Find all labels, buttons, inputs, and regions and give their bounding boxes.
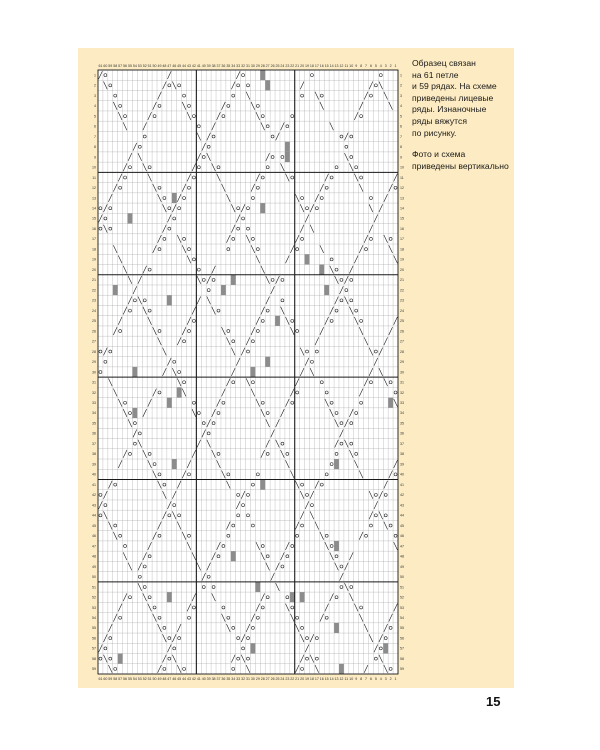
stitch-number-label: 23 xyxy=(285,677,290,681)
row-number-label: 19 xyxy=(400,257,404,262)
stitch-number-label: 36 xyxy=(221,64,226,68)
stitch-number-label: 30 xyxy=(250,64,255,68)
stitch-number-label: 26 xyxy=(270,677,275,681)
stitch-number-label: 20 xyxy=(300,677,305,681)
row-number-label: 21 xyxy=(400,278,404,283)
stitch-number-label: 55 xyxy=(127,677,132,681)
stitch-number-label: 2 xyxy=(389,677,392,681)
no-stitch-cell xyxy=(231,275,236,285)
stitch-number-label: 26 xyxy=(270,64,275,68)
stitch-number-label: 6 xyxy=(369,64,372,68)
stitch-number-label: 60 xyxy=(103,677,108,681)
row-number-label: 42 xyxy=(400,493,404,498)
stitch-number-label: 33 xyxy=(236,64,241,68)
no-stitch-cell xyxy=(285,152,290,162)
stitch-number-label: 41 xyxy=(196,64,201,68)
stitch-number-label: 22 xyxy=(290,64,295,68)
no-stitch-cell xyxy=(319,265,324,275)
stitch-number-label: 55 xyxy=(127,64,132,68)
row-number-label: 45 xyxy=(92,523,96,528)
row-number-label: 59 xyxy=(400,667,404,672)
row-number-label: 49 xyxy=(92,564,96,569)
row-number-label: 33 xyxy=(400,401,404,406)
row-number-label: 30 xyxy=(400,370,404,375)
row-number-label: 51 xyxy=(92,585,96,590)
row-number-label: 29 xyxy=(400,360,404,365)
stitch-number-label: 9 xyxy=(355,677,358,681)
stitch-number-label: 24 xyxy=(280,677,285,681)
stitch-number-label: 42 xyxy=(191,677,196,681)
stitch-number-label: 34 xyxy=(231,64,236,68)
stitch-number-label: 38 xyxy=(211,677,216,681)
row-number-label: 51 xyxy=(400,585,404,590)
row-number-label: 2 xyxy=(94,83,96,88)
stitch-number-label: 46 xyxy=(172,64,177,68)
stitch-number-label: 19 xyxy=(305,64,310,68)
no-stitch-cell xyxy=(300,592,305,602)
stitch-number-label: 16 xyxy=(319,64,324,68)
row-number-label: 39 xyxy=(92,462,96,467)
no-stitch-cell xyxy=(265,357,270,367)
row-number-label: 20 xyxy=(92,267,96,272)
row-number-label: 14 xyxy=(400,206,404,211)
stitch-number-label: 25 xyxy=(275,677,280,681)
stitch-number-label: 31 xyxy=(246,64,250,68)
stitch-number-label: 52 xyxy=(142,677,147,681)
stitch-number-label: 53 xyxy=(137,677,142,681)
no-stitch-cell xyxy=(388,398,393,408)
row-number-label: 53 xyxy=(400,605,404,610)
stitch-number-label: 4 xyxy=(379,677,382,681)
stitch-number-label: 43 xyxy=(186,677,191,681)
row-number-label: 34 xyxy=(92,411,96,416)
no-stitch-cell xyxy=(167,398,172,408)
photo-orientation-note xyxy=(412,149,512,172)
stitch-number-label: 44 xyxy=(182,64,187,68)
row-number-label: 46 xyxy=(92,534,96,539)
stitch-number-label: 12 xyxy=(339,64,344,68)
note-line: и 59 рядах. На схеме xyxy=(412,81,497,92)
row-number-label: 54 xyxy=(92,615,96,620)
stitch-number-label: 48 xyxy=(162,64,167,68)
stitch-number-label: 50 xyxy=(152,64,157,68)
row-number-label: 37 xyxy=(92,441,96,446)
row-number-label: 17 xyxy=(92,237,96,242)
stitch-number-label: 9 xyxy=(355,64,358,68)
no-stitch-cell xyxy=(113,285,118,295)
no-stitch-cell xyxy=(128,213,133,223)
note-line: ряды вяжутся xyxy=(412,115,467,126)
stitch-number-label: 25 xyxy=(275,64,280,68)
stitch-number-label: 51 xyxy=(147,677,152,681)
chart-grid-background xyxy=(98,70,398,674)
row-number-label: 2 xyxy=(400,83,402,88)
stitch-number-label: 61 xyxy=(98,677,103,681)
stitch-number-label: 1 xyxy=(394,677,397,681)
row-number-label: 13 xyxy=(92,196,96,201)
row-number-label: 18 xyxy=(400,247,404,252)
row-number-label: 28 xyxy=(92,349,96,354)
no-stitch-cell xyxy=(334,459,339,469)
stitch-number-label: 33 xyxy=(236,677,241,681)
stitch-number-label: 17 xyxy=(314,677,319,681)
stitch-number-label: 18 xyxy=(309,64,314,68)
row-number-label: 38 xyxy=(400,452,404,457)
no-stitch-cell xyxy=(132,367,137,377)
row-number-label: 5 xyxy=(400,114,402,119)
row-number-label: 36 xyxy=(400,431,404,436)
row-number-label: 37 xyxy=(400,441,404,446)
row-number-label: 59 xyxy=(92,667,96,672)
no-stitch-cell xyxy=(275,316,280,326)
stitch-number-label: 28 xyxy=(260,64,265,68)
stitch-number-label: 60 xyxy=(103,64,108,68)
row-number-label: 43 xyxy=(400,503,404,508)
row-number-label: 23 xyxy=(400,298,404,303)
row-number-label: 52 xyxy=(400,595,404,600)
stitch-number-label: 40 xyxy=(201,677,206,681)
no-stitch-cell xyxy=(260,70,265,80)
stitch-number-label: 16 xyxy=(319,677,324,681)
row-number-label: 44 xyxy=(92,513,96,518)
stitch-number-label: 42 xyxy=(191,64,196,68)
no-stitch-cell xyxy=(172,459,177,469)
stitch-number-label: 49 xyxy=(157,64,162,68)
row-number-label: 9 xyxy=(94,155,96,160)
row-number-label: 25 xyxy=(400,319,404,324)
stitch-number-label: 11 xyxy=(344,677,349,681)
no-stitch-cell xyxy=(231,551,236,561)
row-number-label: 26 xyxy=(92,329,96,334)
row-number-label: 4 xyxy=(400,104,402,109)
row-number-label: 32 xyxy=(92,390,96,395)
stitch-number-label: 39 xyxy=(206,64,211,68)
no-stitch-cell xyxy=(285,142,290,152)
stitch-number-label: 29 xyxy=(255,677,260,681)
stitch-number-label: 7 xyxy=(365,677,368,681)
note-line: приведены вертикально xyxy=(412,160,509,171)
row-number-label: 40 xyxy=(400,472,404,477)
note-line: по рисунку. xyxy=(412,127,457,138)
row-number-label: 38 xyxy=(92,452,96,457)
row-number-label: 58 xyxy=(92,656,96,661)
row-number-label: 7 xyxy=(400,134,402,139)
no-stitch-cell xyxy=(339,664,344,674)
stitch-number-label: 10 xyxy=(349,64,354,68)
stitch-number-label: 35 xyxy=(226,64,231,68)
row-number-label: 55 xyxy=(92,626,96,631)
row-number-label: 10 xyxy=(400,165,404,170)
row-number-label: 31 xyxy=(92,380,96,385)
knitting-chart xyxy=(88,60,408,684)
row-number-label: 8 xyxy=(400,145,402,150)
stitch-number-label: 5 xyxy=(374,677,377,681)
row-number-label: 27 xyxy=(92,339,96,344)
row-number-label: 11 xyxy=(92,175,96,180)
no-stitch-cell xyxy=(260,203,265,213)
stitch-number-label: 59 xyxy=(108,677,113,681)
stitch-number-label: 8 xyxy=(360,677,363,681)
stitch-number-label: 4 xyxy=(379,64,382,68)
stitch-number-label: 56 xyxy=(123,64,128,68)
stitch-number-label: 37 xyxy=(216,677,221,681)
row-number-label: 3 xyxy=(400,93,402,98)
row-number-label: 40 xyxy=(92,472,96,477)
row-number-label: 41 xyxy=(92,482,96,487)
no-stitch-cell xyxy=(221,285,226,295)
row-number-label: 52 xyxy=(92,595,96,600)
stitch-number-label: 27 xyxy=(265,64,270,68)
stitch-number-label: 3 xyxy=(384,677,387,681)
stitch-number-label: 23 xyxy=(285,64,290,68)
stitch-number-label: 18 xyxy=(309,677,314,681)
row-number-label: 47 xyxy=(92,544,96,549)
no-stitch-cell xyxy=(265,80,270,90)
no-stitch-cell xyxy=(334,623,339,633)
row-number-label: 24 xyxy=(92,308,96,313)
row-number-label: 35 xyxy=(400,421,404,426)
row-number-label: 32 xyxy=(400,390,404,395)
stitch-number-label: 13 xyxy=(334,677,339,681)
stitch-number-label: 52 xyxy=(142,64,147,68)
stitch-number-label: 54 xyxy=(132,64,137,68)
stitch-number-label: 10 xyxy=(349,677,354,681)
row-number-label: 22 xyxy=(400,288,404,293)
row-number-label: 57 xyxy=(400,646,404,651)
row-number-label: 35 xyxy=(92,421,96,426)
row-number-label: 8 xyxy=(94,145,96,150)
row-number-label: 28 xyxy=(400,349,404,354)
stitch-number-label: 28 xyxy=(260,677,265,681)
row-number-label: 44 xyxy=(400,513,404,518)
row-number-label: 11 xyxy=(400,175,404,180)
stitch-number-label: 43 xyxy=(186,64,191,68)
row-number-label: 22 xyxy=(92,288,96,293)
stitch-number-label: 39 xyxy=(206,677,211,681)
row-number-label: 9 xyxy=(400,155,402,160)
stitch-number-label: 1 xyxy=(394,64,397,68)
row-number-label: 26 xyxy=(400,329,404,334)
no-stitch-cell xyxy=(172,193,177,203)
row-number-label: 19 xyxy=(92,257,96,262)
stitch-number-label: 37 xyxy=(216,64,221,68)
stitch-number-label: 21 xyxy=(295,677,300,681)
stitch-number-label: 47 xyxy=(167,677,172,681)
no-stitch-cell xyxy=(132,408,137,418)
row-number-label: 1 xyxy=(400,73,402,78)
stitch-number-label: 38 xyxy=(211,64,216,68)
no-stitch-cell xyxy=(383,643,388,653)
stitch-number-label: 34 xyxy=(231,677,236,681)
stitch-number-label: 2 xyxy=(389,64,392,68)
no-stitch-cell xyxy=(167,295,172,305)
no-stitch-cell xyxy=(177,387,182,397)
row-number-label: 46 xyxy=(400,534,404,539)
stitch-number-label: 11 xyxy=(344,64,349,68)
page-number: 15 xyxy=(486,694,501,709)
row-number-label: 48 xyxy=(400,554,404,559)
row-number-label: 34 xyxy=(400,411,404,416)
row-number-label: 17 xyxy=(400,237,404,242)
stitch-number-label: 40 xyxy=(201,64,206,68)
stitch-number-label: 14 xyxy=(329,677,334,681)
stitch-number-label: 20 xyxy=(300,64,305,68)
stitch-number-label: 29 xyxy=(255,64,260,68)
pattern-notes xyxy=(412,58,512,182)
stitch-number-label: 41 xyxy=(196,677,201,681)
pattern-description xyxy=(412,58,512,139)
stitch-number-label: 32 xyxy=(241,64,246,68)
row-number-label: 36 xyxy=(92,431,96,436)
row-number-label: 23 xyxy=(92,298,96,303)
row-number-label: 27 xyxy=(400,339,404,344)
no-stitch-cell xyxy=(260,479,265,489)
no-stitch-cell xyxy=(118,654,123,664)
row-number-label: 25 xyxy=(92,319,96,324)
row-number-label: 58 xyxy=(400,656,404,661)
stitch-number-label: 12 xyxy=(339,677,344,681)
stitch-number-label: 5 xyxy=(374,64,377,68)
note-line: приведены лицевые xyxy=(412,92,494,103)
row-number-label: 29 xyxy=(92,360,96,365)
stitch-number-label: 35 xyxy=(226,677,231,681)
row-number-label: 15 xyxy=(400,216,404,221)
no-stitch-cell xyxy=(250,367,255,377)
no-stitch-cell xyxy=(167,592,172,602)
row-number-label: 10 xyxy=(92,165,96,170)
row-number-label: 55 xyxy=(400,626,404,631)
row-number-label: 33 xyxy=(92,401,96,406)
row-number-label: 53 xyxy=(92,605,96,610)
row-number-label: 48 xyxy=(92,554,96,559)
stitch-number-label: 7 xyxy=(365,64,368,68)
stitch-number-label: 61 xyxy=(98,64,103,68)
stitch-number-label: 6 xyxy=(369,677,372,681)
stitch-number-label: 27 xyxy=(265,677,270,681)
stitch-number-label: 15 xyxy=(324,677,329,681)
no-stitch-cell xyxy=(250,643,255,653)
row-number-label: 6 xyxy=(400,124,402,129)
row-number-label: 12 xyxy=(92,186,96,191)
row-number-label: 24 xyxy=(400,308,404,313)
stitch-number-label: 57 xyxy=(118,677,123,681)
stitch-number-label: 58 xyxy=(113,677,118,681)
stitch-number-label: 56 xyxy=(123,677,128,681)
row-number-label: 12 xyxy=(400,186,404,191)
stitch-number-label: 54 xyxy=(132,677,137,681)
stitch-number-label: 45 xyxy=(177,64,182,68)
stitch-number-label: 46 xyxy=(172,677,177,681)
row-number-label: 42 xyxy=(92,493,96,498)
no-stitch-cell xyxy=(255,582,260,592)
row-number-label: 1 xyxy=(94,73,96,78)
row-number-label: 30 xyxy=(92,370,96,375)
stitch-number-label: 44 xyxy=(182,677,187,681)
row-number-label: 18 xyxy=(92,247,96,252)
stitch-number-label: 3 xyxy=(384,64,387,68)
stitch-number-label: 14 xyxy=(329,64,334,68)
row-number-label: 56 xyxy=(400,636,404,641)
row-number-label: 7 xyxy=(94,134,96,139)
stitch-number-label: 48 xyxy=(162,677,167,681)
row-number-label: 13 xyxy=(400,196,404,201)
stitch-number-label: 15 xyxy=(324,64,329,68)
stitch-number-label: 36 xyxy=(221,677,226,681)
stitch-number-label: 45 xyxy=(177,677,182,681)
row-number-label: 16 xyxy=(92,226,96,231)
stitch-number-label: 57 xyxy=(118,64,123,68)
stitch-number-label: 51 xyxy=(147,64,152,68)
stitch-number-label: 8 xyxy=(360,64,363,68)
row-number-label: 16 xyxy=(400,226,404,231)
row-number-label: 50 xyxy=(92,575,96,580)
row-number-label: 39 xyxy=(400,462,404,467)
row-number-label: 43 xyxy=(92,503,96,508)
note-line: на 61 петле xyxy=(412,69,459,80)
stitch-number-label: 21 xyxy=(295,64,300,68)
row-number-label: 57 xyxy=(92,646,96,651)
row-number-label: 47 xyxy=(400,544,404,549)
stitch-number-label: 13 xyxy=(334,64,339,68)
row-number-label: 20 xyxy=(400,267,404,272)
row-number-label: 15 xyxy=(92,216,96,221)
row-number-label: 14 xyxy=(92,206,96,211)
row-number-label: 54 xyxy=(400,615,404,620)
no-stitch-cell xyxy=(305,254,310,264)
no-stitch-cell xyxy=(334,541,339,551)
no-stitch-cell xyxy=(290,592,295,602)
stitch-number-label: 19 xyxy=(305,677,310,681)
row-number-label: 49 xyxy=(400,564,404,569)
stitch-number-label: 22 xyxy=(290,677,295,681)
stitch-number-label: 59 xyxy=(108,64,113,68)
stitch-number-label: 17 xyxy=(314,64,319,68)
stitch-number-label: 58 xyxy=(113,64,118,68)
no-stitch-cell xyxy=(324,285,329,295)
stitch-number-label: 53 xyxy=(137,64,142,68)
note-line: ряды. Изнаночные xyxy=(412,104,487,115)
stitch-number-label: 32 xyxy=(241,677,246,681)
stitch-number-label: 31 xyxy=(246,677,250,681)
stitch-number-label: 30 xyxy=(250,677,255,681)
row-number-label: 50 xyxy=(400,575,404,580)
row-number-label: 6 xyxy=(94,124,96,129)
stitch-number-label: 47 xyxy=(167,64,172,68)
row-number-label: 5 xyxy=(94,114,96,119)
row-number-label: 3 xyxy=(94,93,96,98)
row-number-label: 41 xyxy=(400,482,404,487)
row-number-label: 4 xyxy=(94,104,96,109)
row-number-label: 45 xyxy=(400,523,404,528)
row-number-label: 31 xyxy=(400,380,404,385)
note-line: Образец связан xyxy=(412,58,476,68)
row-number-label: 21 xyxy=(92,278,96,283)
stitch-number-label: 50 xyxy=(152,677,157,681)
stitch-number-label: 49 xyxy=(157,677,162,681)
row-number-label: 56 xyxy=(92,636,96,641)
stitch-number-label: 24 xyxy=(280,64,285,68)
note-line: Фото и схема xyxy=(412,149,466,160)
